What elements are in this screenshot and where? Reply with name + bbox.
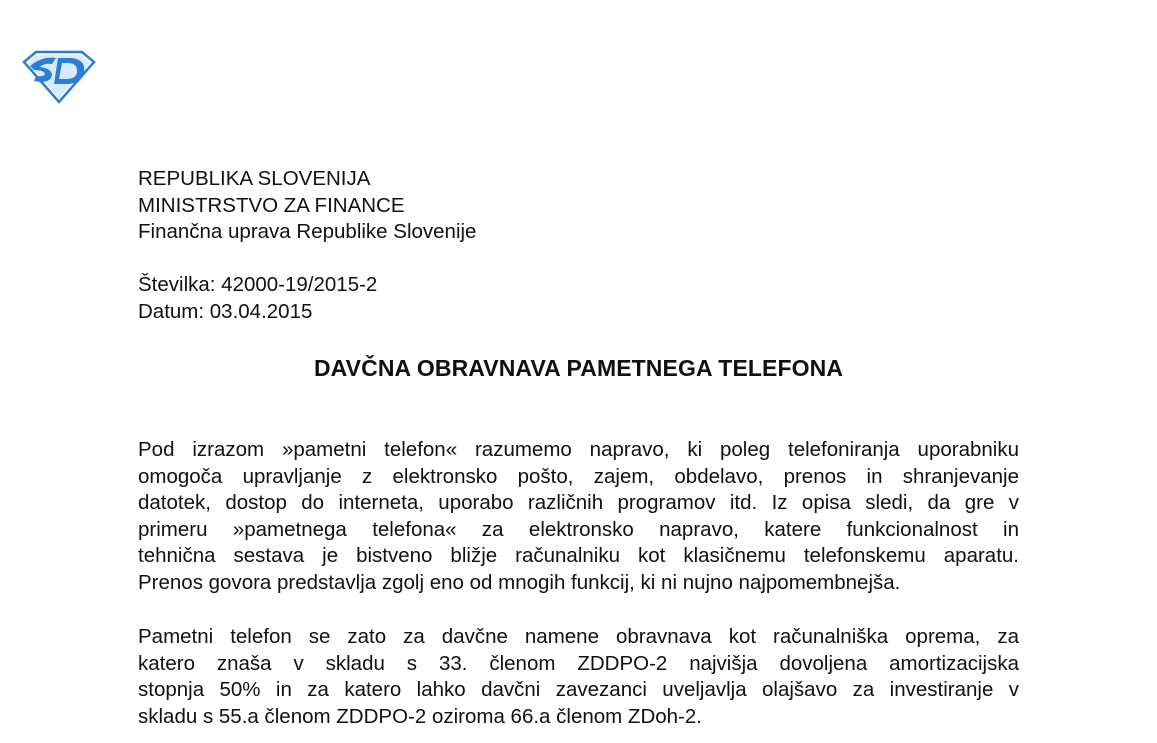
paragraph-line: Prenos govora predstavlja zgolj eno od mnogih funkcij, ki ni nujno najpomembnejša. [138, 570, 901, 594]
paragraph-line: omogoča upravljanje z elektronsko pošto, zajem, obdelavo, prenos in shranjevanje [138, 464, 1019, 488]
paragraph-line: Pametni telefon se zato za davčne namene obravnava kot računalniška oprema, za [138, 625, 1019, 648]
fu-shield-logo-icon [22, 48, 96, 104]
paragraph-line: datotek, dostop do interneta, uporabo različnih programov itd. Iz opisa sledi, da gre v [138, 491, 1019, 514]
document-title: DAVČNA OBRAVNAVA PAMETNEGA TELEFONA [313, 355, 844, 381]
paragraph-line: primeru »pametnega telefona« za elektronsko napravo, katere funkcionalnost in [138, 517, 1019, 541]
paragraph-line: stopnja 50% in za katero lahko davčni zavezanci uveljavlja olajšavo za investiranje v [138, 678, 1019, 701]
header-ministry: MINISTRSTVO ZA FINANCE [138, 193, 405, 217]
header-agency: Finančna uprava Republike Slovenije [138, 220, 477, 243]
paragraph-definition [138, 437, 1019, 596]
header-republic: REPUBLIKA SLOVENIJA [138, 167, 371, 190]
paragraph-line: skladu s 55.a členom ZDDPO-2 oziroma 66.a členom ZDoh-2. [138, 704, 702, 728]
document-number: Številka: 42000-19/2015-2 [138, 273, 378, 296]
paragraph-line: katero znaša v skladu s 33. členom ZDDPO-2 najvišja dovoljena amortizacijska [138, 651, 1019, 675]
document-date: Datum: 03.04.2015 [138, 299, 313, 323]
institution-header [138, 166, 476, 246]
paragraph-line: tehnična sestava je bistveno bližje računalniku kot klasičnemu telefonskemu aparatu. [138, 544, 1019, 567]
paragraph-line: Pod izrazom »pametni telefon« razumemo napravo, ki poleg telefoniranja uporabniku [138, 438, 1019, 461]
paragraph-tax-treatment [138, 624, 1019, 730]
document-meta [138, 272, 377, 325]
